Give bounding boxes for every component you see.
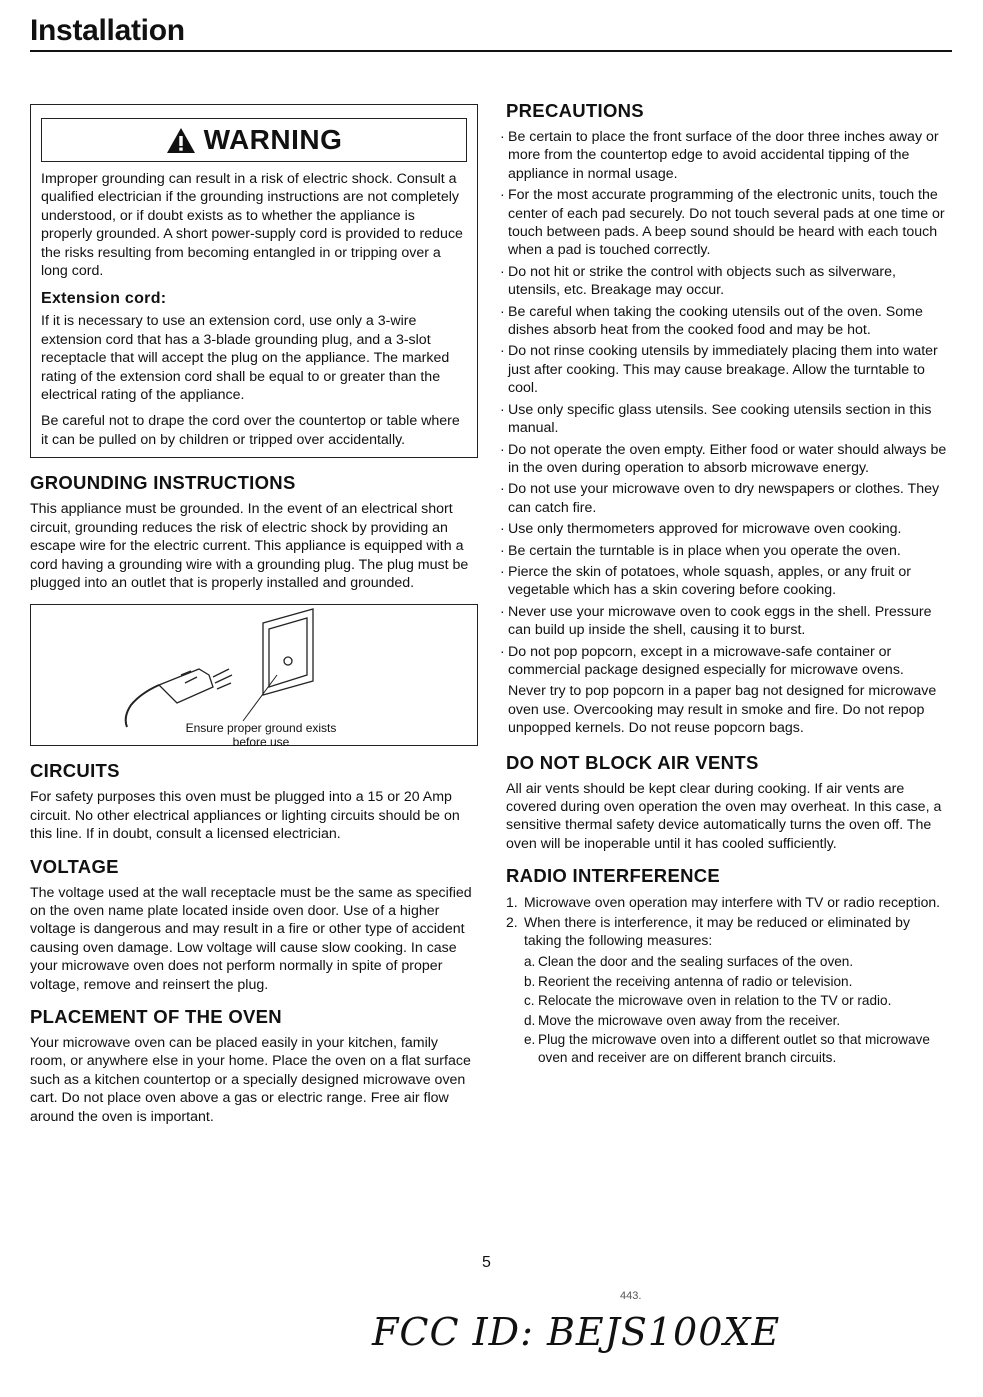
page-title: Installation xyxy=(30,14,185,47)
list-item: b. Reorient the receiving antenna of radio or television. xyxy=(524,973,853,989)
list-item: e. Plug the microwave oven into a different outlet so that microwave oven and receiver are on different branch circuits. xyxy=(524,1032,930,1065)
radio-heading: RADIO INTERFERENCE xyxy=(506,865,721,887)
grounding-heading: GROUNDING INSTRUCTIONS xyxy=(30,472,296,494)
page-number: 5 xyxy=(482,1254,491,1271)
list-item: · Be careful when taking the cooking utensils out of the oven. Some dishes absorb heat from the cooked food and may be hot. xyxy=(500,303,923,339)
list-item: d. Move the microwave oven away from the receiver. xyxy=(524,1012,841,1028)
list-item: · Use only thermometers approved for microwave oven cooking. xyxy=(500,521,902,538)
air-vents-heading: DO NOT BLOCK AIR VENTS xyxy=(506,751,759,773)
air-vents-body: All air vents should be kept clear during cooking. If air vents are covered during oven operation the oven may overheat. In this case, a sensitive thermal safety device automatically turns the oven off. The oven will be inoperable until it has cooled sufficiently. xyxy=(506,780,942,852)
list-item: · Do not use your microwave oven to dry newspapers or clothes. They can catch fire. xyxy=(500,481,940,516)
grounding-figure xyxy=(30,604,478,750)
list-item: · Do not hit or strike the control with objects such as silverware, utensils, etc. Breakage may occur. xyxy=(500,263,896,299)
warning-body: Improper grounding can result in a risk of electric shock. Consult a qualified electrician if the grounding instructions are not completely understood, or if doubt exists as to whether the appliance is properly grounded. A short power-supply cord is provided to reduce the risks resulting from becoming entangled in or tripping over a long cord. xyxy=(41,171,463,280)
title-rule xyxy=(30,50,952,52)
warning-triangle-icon xyxy=(166,127,196,154)
list-item: · Do not rinse cooking utensils by immediately placing them into water just after cooking. This may cause breakage. Allow the turntable to cool. xyxy=(500,343,938,397)
extension-cord-caution: Be careful not to drape the cord over the countertop or table where it can be pulled on by children or tripped over accidentally. xyxy=(41,413,460,448)
list-item: c. Relocate the microwave oven in relation to the TV or radio. xyxy=(524,993,892,1009)
list-item: 1. Microwave oven operation may interfere with TV or radio reception. xyxy=(506,894,941,911)
voltage-heading: VOLTAGE xyxy=(30,855,119,877)
precautions-list xyxy=(500,128,950,738)
list-item: · Be certain to place the front surface of the door three inches away or more from the countertop edge to avoid accidental tipping of the appliance in normal usage. xyxy=(500,129,939,182)
small-mark: 443. xyxy=(620,1290,642,1302)
grounding-body: This appliance must be grounded. In the event of an electrical short circuit, grounding reduces the risk of electric shock by providing an escape wire for the electric current. This appliance is equipped with a cord having a grounding wire with a grounding plug. The plug must be plugged into an outlet that is properly installed and grounded. xyxy=(30,501,469,591)
left-column xyxy=(30,100,478,1126)
extension-cord-text: If it is necessary to use an extension cord, use only a 3-wire extension cord that has a 3-blade grounding plug, and a 3-slot receptacle that will accept the plug on the appliance. The marked rating of the extension cord shall be equal to or greater than the electrical rating of the appliance. xyxy=(41,313,450,404)
list-item: a. Clean the door and the sealing surfaces of the oven. xyxy=(524,954,854,970)
list-item: · Do not operate the oven empty. Either food or water should always be in the oven during operation to absorb microwave energy. xyxy=(500,441,947,476)
warning-header xyxy=(41,118,467,162)
list-item: · Pierce the skin of potatoes, whole squash, apples, or any fruit or vegetable which has a skin covering before cooking. xyxy=(500,563,911,599)
extension-cord-heading: Extension cord: xyxy=(41,290,167,308)
radio-list xyxy=(506,893,950,949)
list-item: · Use only specific glass utensils. See cooking utensils section in this manual. xyxy=(500,401,932,437)
voltage-body: The voltage used at the wall receptacle must be the same as specified on the oven name plate located inside oven door. Use of a higher voltage is dangerous and may result in a fire or other type of accident causing oven damage. Low voltage will cause slow cooking. In case your microwave oven does not perform normally in spite of proper voltage, remove and reinsert the plug. xyxy=(30,884,472,993)
warning-heading: WARNING xyxy=(203,124,343,155)
circuits-heading: CIRCUITS xyxy=(30,760,120,782)
list-item: · Never use your microwave oven to cook eggs in the shell. Pressure can build up inside the shell, causing it to burst. xyxy=(500,603,932,639)
circuits-body: For safety purposes this oven must be plugged into a 15 or 20 Amp circuit. No other electrical appliances or lighting circuits should be on this line. If in doubt, consult a licensed electrician. xyxy=(30,789,460,843)
list-item: · For the most accurate programming of the electronic units, touch the center of each pad securely. Do not touch several pads at one time or touch between pads. A beep sound should be heard with each touch when a pad is touched correctly. xyxy=(500,187,945,259)
placement-body: Your microwave oven can be placed easily in your kitchen, family room, or anywhere else in your home. Place the oven on a flat surface such as a kitchen countertop or a specially designed microwave oven cart. Do not place oven above a gas or electric range. Free air flow around the oven is important. xyxy=(30,1034,471,1125)
popcorn-note: Never try to pop popcorn in a paper bag not designed for microwave oven use. Overcooking may result in smoke and fire. Do not repop unpopped kernels. Do not reuse popcorn bags. xyxy=(508,683,937,737)
list-item: · Do not pop popcorn, except in a microwave-safe container or commercial package designed especially for microwave ovens. xyxy=(500,643,904,678)
right-column xyxy=(500,100,950,1068)
placement-heading: PLACEMENT OF THE OVEN xyxy=(30,1005,282,1027)
warning-box xyxy=(30,104,478,458)
measures-list xyxy=(524,953,950,1066)
list-item: · Be certain the turntable is in place when you operate the oven. xyxy=(500,542,901,559)
fcc-id-handwriting: FCC ID: BEJS100XE xyxy=(372,1310,781,1354)
figure-caption: Ensure proper ground exists before use xyxy=(185,721,337,750)
precautions-heading: PRECAUTIONS xyxy=(506,100,644,121)
list-item: 2. When there is interference, it may be reduced or eliminated by taking the following measures: xyxy=(506,914,910,949)
